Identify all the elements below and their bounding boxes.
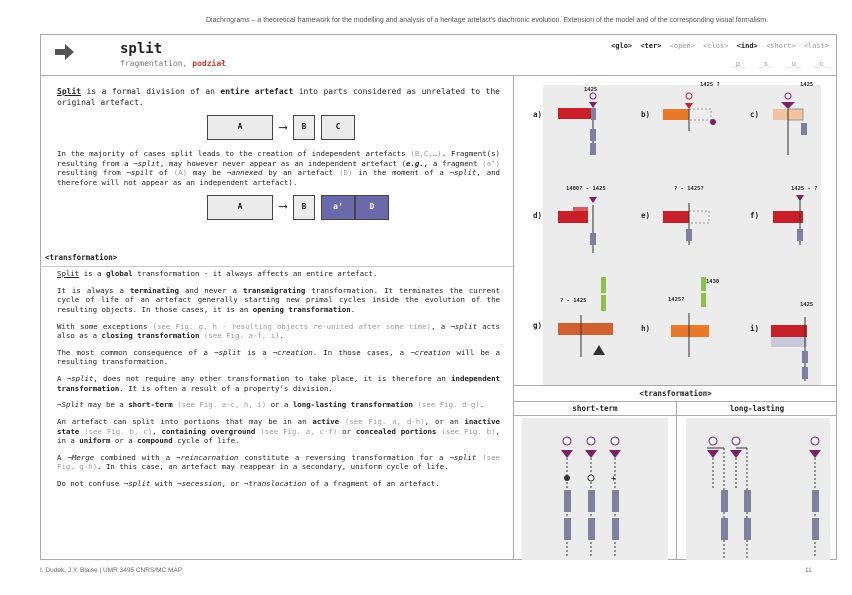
glyph-e (663, 203, 709, 245)
date-e: ? - 1425? (674, 186, 704, 192)
date-b: 1425 ? (700, 82, 720, 88)
glyph-f (773, 195, 804, 245)
t-paragraph-2: It is always a terminating and never a transmigrating transformation. It terminates the current cycle of life of an artefact generally starting new primal cycles inside the evolution of the resulting objects. In those cases, it is an opening transformation. (57, 285, 500, 314)
glyph-c (773, 93, 807, 155)
t-paragraph-9: Do not confuse ¬split with ¬secession, or ¬translocation of a fragment of an artefact. (57, 479, 440, 488)
arrow-icon: ⟶ (279, 119, 287, 134)
nav-c[interactable]: _c_ (814, 60, 829, 68)
glyph-b (663, 93, 716, 131)
document-header: Diachrograms – a theoretical framework for the modelling and analysis of a heritage artefact's diachronic evolution. Extension of the model and of the corresponding visual formalism. (206, 17, 769, 24)
box-c: C (321, 115, 355, 140)
fig-label-e: e) (641, 211, 651, 220)
intro-paragraph-2: In the majority of cases split leads to the creation of independent artefacts (B,C,…). Fragment(s) resulting from a ¬split, may however never appear as an independent artefact (e.g., a fragment (a’) resulting from ¬spilt of (A) may be ¬annexed by an artefact (D) in the moment of a ¬split, and therefore will not appear as an independent artefact). (57, 149, 500, 187)
intro-paragraph-1: Split is a formal division of an entire artefact into parts considered as unrelated to the original artefact. (57, 87, 501, 108)
fig-label-b: b) (641, 110, 651, 119)
text-column (57, 86, 500, 229)
date-h: 1425? (668, 297, 685, 303)
box-a2: A (207, 195, 273, 220)
box-a: A (207, 115, 273, 140)
diagram-split-1 (207, 115, 500, 140)
long-lasting-heading: long-lasting (677, 402, 837, 416)
translation-fr: fragmentation, (120, 59, 188, 68)
transformation-text (57, 269, 500, 496)
date-a: 1425 (584, 87, 598, 93)
arrow-icon: ⟶ (279, 199, 287, 214)
fig-label-d: d) (533, 211, 543, 220)
t-paragraph-8: A ¬Merge combined with a ¬reincarnation constitute a reversing transformation for a ¬split (see Fig. g-h). In this case, an artefact may reappear in a secondary, uniform cycle of life. (57, 452, 500, 472)
term-title: split (120, 41, 163, 57)
glyph-a (558, 93, 597, 155)
t-paragraph-3: With some exceptions (see Fig. g, h - resulting objects re-united after some time), a ¬split acts also as a closing transformation (see Fig. a-f, i). (57, 321, 500, 341)
arrow-right-icon (55, 43, 75, 61)
date-h-top: 1430 (706, 279, 720, 285)
short-term-heading: short-term (514, 402, 676, 416)
svg-text:+: + (611, 474, 616, 483)
date-g: ? - 1425 (560, 298, 587, 304)
t-paragraph-4: The most common consequence of a ¬split is a ¬creation. In those cases, a ¬creation will be a resulting transformation. (57, 347, 500, 367)
nav-open[interactable]: <open> (669, 42, 695, 50)
translation-pl: podział (192, 59, 226, 68)
nav-ter[interactable]: <ter> (640, 42, 662, 50)
fig-label-i: i) (750, 324, 760, 333)
diagram-split-2 (207, 195, 500, 220)
nav-last[interactable]: <last> (803, 42, 829, 50)
box-a-prime: a’ (321, 195, 355, 220)
transform-glyphs (514, 418, 837, 560)
nav-u[interactable]: _u_ (786, 60, 802, 68)
date-d: 1400? - 1425 (566, 186, 606, 192)
t-paragraph-1: Split is a global transformation - it always affects an entire artefact. (57, 269, 378, 278)
date-f: 1425 - ? (791, 186, 818, 192)
fig-label-f: f) (750, 211, 760, 220)
long-lasting-glyph (707, 437, 821, 558)
nav-clos[interactable]: <clos> (703, 42, 729, 50)
t-paragraph-5: A ¬split, does not require any other transformation to take place, it is therefore an independent transformation. It is often a result of a property’s division. (57, 374, 500, 393)
date-i: 1425 (800, 302, 814, 308)
t-paragraph-7: An artefact can split into portions that may be in an active (see Fig. a, d-h), or an inactive state (see Fig. b, c), containing overground (see Fig. a, c-f) or concealed portions (see Fig. b), in a uniform or a compound cycle of life. (57, 416, 500, 446)
fig-label-c: c) (750, 110, 760, 119)
figure-glyphs (543, 85, 821, 385)
nav-p[interactable]: _p_ (731, 60, 746, 68)
box-b2: B (293, 195, 315, 220)
nav-glo[interactable]: <glo> (611, 42, 633, 50)
box-b: B (293, 115, 315, 140)
page-number: 11 (805, 567, 812, 574)
date-c: 1425 (800, 82, 814, 88)
fig-label-g: g) (533, 321, 543, 330)
short-term-glyph (561, 437, 621, 558)
transformation-heading: <transformation> (45, 253, 118, 262)
fig-label-h: h) (641, 324, 651, 333)
footer-authors: I. Dudek, J.Y. Blaise | UMR 3495 CNRS/MC MAP (40, 567, 183, 574)
glyph-i (771, 317, 808, 381)
t-paragraph-6: ¬Split may be a short-term (see Fig. a-c, h, i) or a long-lasting transformation (see Fig. d-g). (57, 400, 485, 410)
nav-short[interactable]: <short> (765, 42, 796, 50)
glyph-g (558, 277, 613, 357)
term-translations (120, 59, 226, 68)
nav-s[interactable]: _s_ (759, 60, 774, 68)
section-rule (40, 266, 513, 267)
glyph-d (558, 197, 597, 253)
fig-label-a: a) (533, 110, 543, 119)
box-d: D (355, 195, 389, 220)
category-nav (607, 42, 829, 50)
sub-nav (722, 60, 829, 68)
nav-ind[interactable]: <ind> (736, 42, 758, 50)
glyph-h (671, 277, 709, 357)
transform-panel-heading: <transformation> (514, 385, 837, 402)
